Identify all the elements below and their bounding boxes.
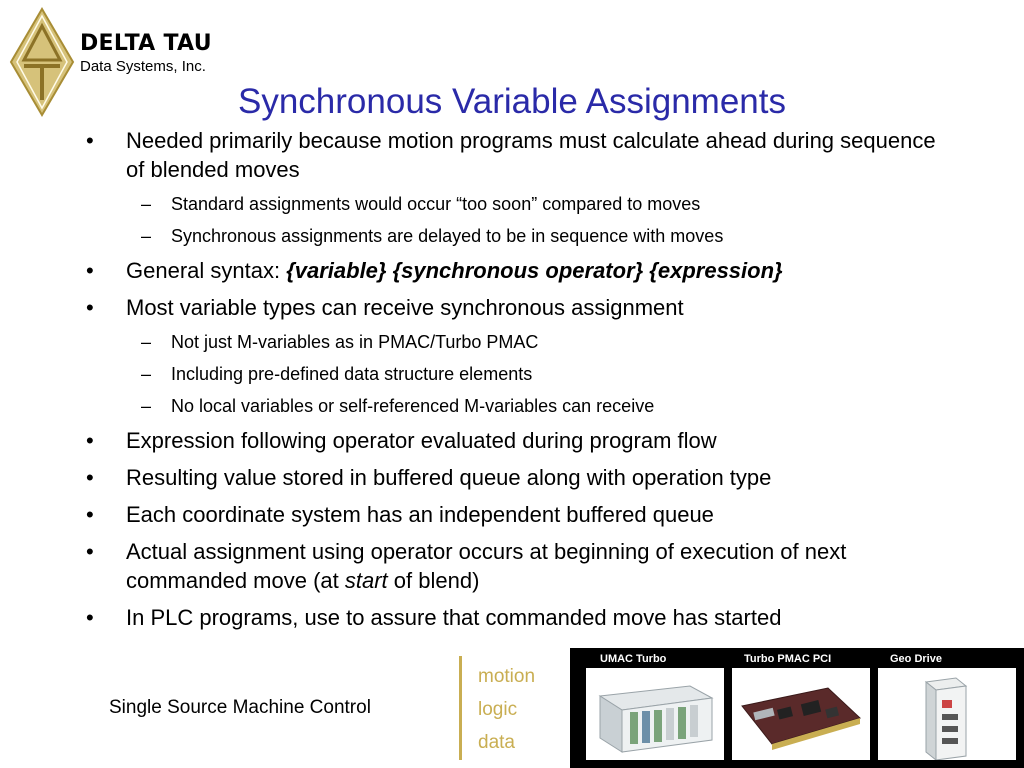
brand-block <box>80 30 212 76</box>
bullet-italic: start <box>344 568 388 593</box>
product-label-umac-turbo: UMAC Turbo <box>600 653 667 665</box>
dash-marker: – <box>141 396 152 416</box>
tagline-motion: motion <box>478 666 536 687</box>
product-label-geo-drive: Geo Drive <box>890 653 942 665</box>
tagline-data: data <box>478 732 515 753</box>
sub-bullet-item <box>86 330 956 354</box>
geo-drive-image <box>878 668 1016 760</box>
bullet-item <box>86 463 956 492</box>
bullet-item <box>86 500 956 529</box>
bullet-text <box>126 539 846 593</box>
bullet-text: Standard assignments would occur “too soon” compared to moves <box>171 194 701 214</box>
bullet-item <box>86 603 956 632</box>
bullet-text: In PLC programs, use to assure that commanded move has started <box>126 605 782 630</box>
sub-bullet-item <box>86 362 956 386</box>
bullet-marker: • <box>86 258 94 283</box>
sub-bullet-item <box>86 192 956 216</box>
bullet-item <box>86 126 956 184</box>
bullet-marker: • <box>86 295 94 320</box>
sub-bullet-item <box>86 224 956 248</box>
bullet-marker: • <box>86 428 94 453</box>
umac-turbo-image <box>586 668 724 760</box>
bullet-item <box>86 537 956 595</box>
dash-marker: – <box>141 332 152 352</box>
sub-bullet-item <box>86 394 956 418</box>
tagline-list <box>478 660 535 759</box>
bullet-text <box>126 258 783 283</box>
bullet-suffix: of blend) <box>387 568 480 593</box>
bullet-prefix: General syntax: <box>126 258 287 283</box>
dash-marker: – <box>141 364 152 384</box>
bullet-marker: • <box>86 539 94 564</box>
bullet-marker: • <box>86 128 94 153</box>
slide-title: Synchronous Variable Assignments <box>238 82 786 121</box>
footer-divider <box>459 656 462 760</box>
bullet-marker: • <box>86 502 94 527</box>
bullet-text: Expression following operator evaluated during program flow <box>126 428 717 453</box>
bullet-marker: • <box>86 465 94 490</box>
bullet-list <box>86 124 956 632</box>
bullet-text: Resulting value stored in buffered queue along with operation type <box>126 465 772 490</box>
bullet-text: No local variables or self-referenced M-variables can receive <box>171 396 655 416</box>
dash-marker: – <box>141 226 152 246</box>
bullet-text: Not just M-variables as in PMAC/Turbo PMAC <box>171 332 539 352</box>
product-strip <box>570 648 1024 768</box>
bullet-text: Most variable types can receive synchronous assignment <box>126 295 684 320</box>
dash-marker: – <box>141 194 152 214</box>
bullet-text: Synchronous assignments are delayed to be in sequence with moves <box>171 226 724 246</box>
footer-slogan: Single Source Machine Control <box>109 697 371 718</box>
tagline-logic: logic <box>478 699 518 720</box>
bullet-text: Needed primarily because motion programs must calculate ahead during sequence of blended moves <box>126 128 936 182</box>
bullet-prefix: Actual assignment using operator occurs at beginning of execution of next commanded move (at <box>126 539 847 593</box>
turbo-pmac-pci-image <box>732 668 870 760</box>
bullet-emph: {variable} {synchronous operator} {expression} <box>286 258 783 283</box>
bullet-text: Each coordinate system has an independent buffered queue <box>126 502 714 527</box>
bullet-marker: • <box>86 605 94 630</box>
bullet-item <box>86 293 956 322</box>
bullet-item <box>86 426 956 455</box>
brand-name: DELTA TAU <box>80 31 212 56</box>
product-label-turbo-pmac-pci: Turbo PMAC PCI <box>744 653 832 665</box>
bullet-item <box>86 256 956 285</box>
bullet-text: Including pre-defined data structure elements <box>171 364 533 384</box>
brand-subtitle: Data Systems, Inc. <box>80 58 206 75</box>
